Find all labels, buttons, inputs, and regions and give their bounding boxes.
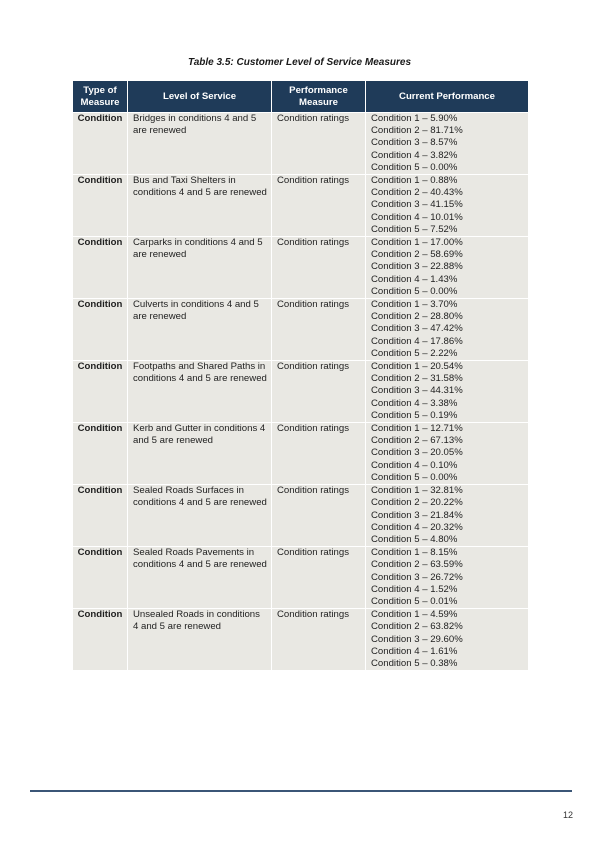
- table-row: [73, 236, 528, 298]
- cell-performance-measure: Condition ratings: [272, 298, 366, 360]
- cell-level-of-service: Sealed Roads Pavements in conditions 4 and 5 are renewed: [128, 546, 272, 608]
- condition-line: Condition 1 – 32.81%: [371, 485, 463, 497]
- condition-line: Condition 4 – 10.01%: [371, 211, 463, 223]
- cell-type-of-measure: Condition: [73, 360, 128, 422]
- header-type-of-measure: Type of Measure: [73, 81, 128, 112]
- condition-line: Condition 5 – 0.00%: [371, 285, 458, 297]
- condition-line: Condition 1 – 4.59%: [371, 609, 458, 621]
- table-row: [73, 360, 528, 422]
- table-row: [73, 546, 528, 608]
- condition-line: Condition 5 – 7.52%: [371, 223, 458, 235]
- condition-line: Condition 5 – 0.00%: [371, 471, 458, 483]
- cell-performance-measure: Condition ratings: [272, 422, 366, 484]
- condition-line: Condition 4 – 20.32%: [371, 521, 463, 533]
- condition-line: Condition 3 – 29.60%: [371, 633, 463, 645]
- cell-level-of-service: Bus and Taxi Shelters in conditions 4 and 5 are renewed: [128, 174, 272, 236]
- cell-type-of-measure: Condition: [73, 174, 128, 236]
- condition-line: Condition 1 – 5.90%: [371, 113, 458, 124]
- condition-line: Condition 2 – 58.69%: [371, 249, 463, 261]
- condition-line: Condition 4 – 3.38%: [371, 397, 458, 409]
- condition-line: Condition 5 – 0.00%: [371, 161, 458, 173]
- condition-line: Condition 3 – 47.42%: [371, 323, 463, 335]
- condition-line: Condition 3 – 41.15%: [371, 199, 463, 211]
- table-row: [73, 484, 528, 546]
- header-performance-measure: Performance Measure: [272, 81, 366, 112]
- cell-level-of-service: Kerb and Gutter in conditions 4 and 5 are renewed: [128, 422, 272, 484]
- condition-line: Condition 4 – 1.52%: [371, 583, 458, 595]
- condition-line: Condition 2 – 28.80%: [371, 311, 463, 323]
- cell-current-performance: [366, 298, 528, 360]
- cell-type-of-measure: Condition: [73, 484, 128, 546]
- condition-line: Condition 5 – 4.80%: [371, 533, 458, 545]
- condition-line: Condition 5 – 0.01%: [371, 595, 458, 607]
- cell-type-of-measure: Condition: [73, 298, 128, 360]
- condition-line: Condition 2 – 31.58%: [371, 373, 463, 385]
- level-of-service-table: [73, 81, 528, 670]
- condition-line: Condition 2 – 67.13%: [371, 435, 463, 447]
- cell-type-of-measure: Condition: [73, 608, 128, 670]
- condition-line: Condition 1 – 3.70%: [371, 299, 458, 311]
- condition-line: Condition 5 – 0.19%: [371, 409, 458, 421]
- cell-current-performance: [366, 174, 528, 236]
- table-row: [73, 112, 528, 174]
- cell-level-of-service: Culverts in conditions 4 and 5 are renewed: [128, 298, 272, 360]
- cell-level-of-service: Footpaths and Shared Paths in conditions 4 and 5 are renewed: [128, 360, 272, 422]
- cell-current-performance: [366, 112, 528, 174]
- table-row: [73, 298, 528, 360]
- cell-performance-measure: Condition ratings: [272, 174, 366, 236]
- condition-line: Condition 4 – 17.86%: [371, 335, 463, 347]
- condition-line: Condition 5 – 0.38%: [371, 657, 458, 669]
- table-row: [73, 174, 528, 236]
- condition-line: Condition 5 – 2.22%: [371, 347, 458, 359]
- cell-type-of-measure: Condition: [73, 422, 128, 484]
- cell-performance-measure: Condition ratings: [272, 608, 366, 670]
- table-row: [73, 422, 528, 484]
- table-caption: Table 3.5: Customer Level of Service Measures: [187, 57, 412, 68]
- condition-line: Condition 2 – 20.22%: [371, 497, 463, 509]
- condition-line: Condition 4 – 0.10%: [371, 459, 458, 471]
- table-header-row: [73, 81, 528, 112]
- condition-line: Condition 3 – 44.31%: [371, 385, 463, 397]
- cell-current-performance: [366, 236, 528, 298]
- condition-line: Condition 1 – 17.00%: [371, 237, 463, 249]
- condition-line: Condition 1 – 12.71%: [371, 423, 463, 435]
- condition-line: Condition 4 – 1.43%: [371, 273, 458, 285]
- cell-performance-measure: Condition ratings: [272, 360, 366, 422]
- cell-current-performance: [366, 422, 528, 484]
- table-row: [73, 608, 528, 670]
- header-level-of-service: Level of Service: [128, 81, 272, 112]
- condition-line: Condition 2 – 63.82%: [371, 621, 463, 633]
- header-current-performance: Current Performance: [366, 81, 528, 112]
- condition-line: Condition 4 – 1.61%: [371, 645, 458, 657]
- condition-line: Condition 2 – 40.43%: [371, 187, 463, 199]
- cell-type-of-measure: Condition: [73, 236, 128, 298]
- cell-current-performance: [366, 608, 528, 670]
- cell-performance-measure: Condition ratings: [272, 484, 366, 546]
- cell-level-of-service: Carparks in conditions 4 and 5 are renewed: [128, 236, 272, 298]
- cell-type-of-measure: Condition: [73, 112, 128, 174]
- cell-current-performance: [366, 360, 528, 422]
- condition-line: Condition 1 – 20.54%: [371, 361, 463, 373]
- condition-line: Condition 3 – 8.57%: [371, 137, 458, 149]
- cell-performance-measure: Condition ratings: [272, 236, 366, 298]
- condition-line: Condition 2 – 81.71%: [371, 125, 463, 137]
- cell-performance-measure: Condition ratings: [272, 112, 366, 174]
- cell-current-performance: [366, 546, 528, 608]
- cell-level-of-service: Unsealed Roads in conditions 4 and 5 are renewed: [128, 608, 272, 670]
- page-number: 12: [562, 810, 573, 820]
- condition-line: Condition 1 – 0.88%: [371, 175, 458, 187]
- cell-type-of-measure: Condition: [73, 546, 128, 608]
- condition-line: Condition 2 – 63.59%: [371, 559, 463, 571]
- cell-performance-measure: Condition ratings: [272, 546, 366, 608]
- cell-level-of-service: Bridges in conditions 4 and 5 are renewed: [128, 112, 272, 174]
- cell-current-performance: [366, 484, 528, 546]
- cell-level-of-service: Sealed Roads Surfaces in conditions 4 and 5 are renewed: [128, 484, 272, 546]
- condition-line: Condition 1 – 8.15%: [371, 547, 458, 559]
- condition-line: Condition 3 – 26.72%: [371, 571, 463, 583]
- condition-line: Condition 4 – 3.82%: [371, 149, 458, 161]
- condition-line: Condition 3 – 20.05%: [371, 447, 463, 459]
- condition-line: Condition 3 – 21.84%: [371, 509, 463, 521]
- table-body: [73, 112, 528, 670]
- condition-line: Condition 3 – 22.88%: [371, 261, 463, 273]
- footer-rule: [30, 790, 572, 792]
